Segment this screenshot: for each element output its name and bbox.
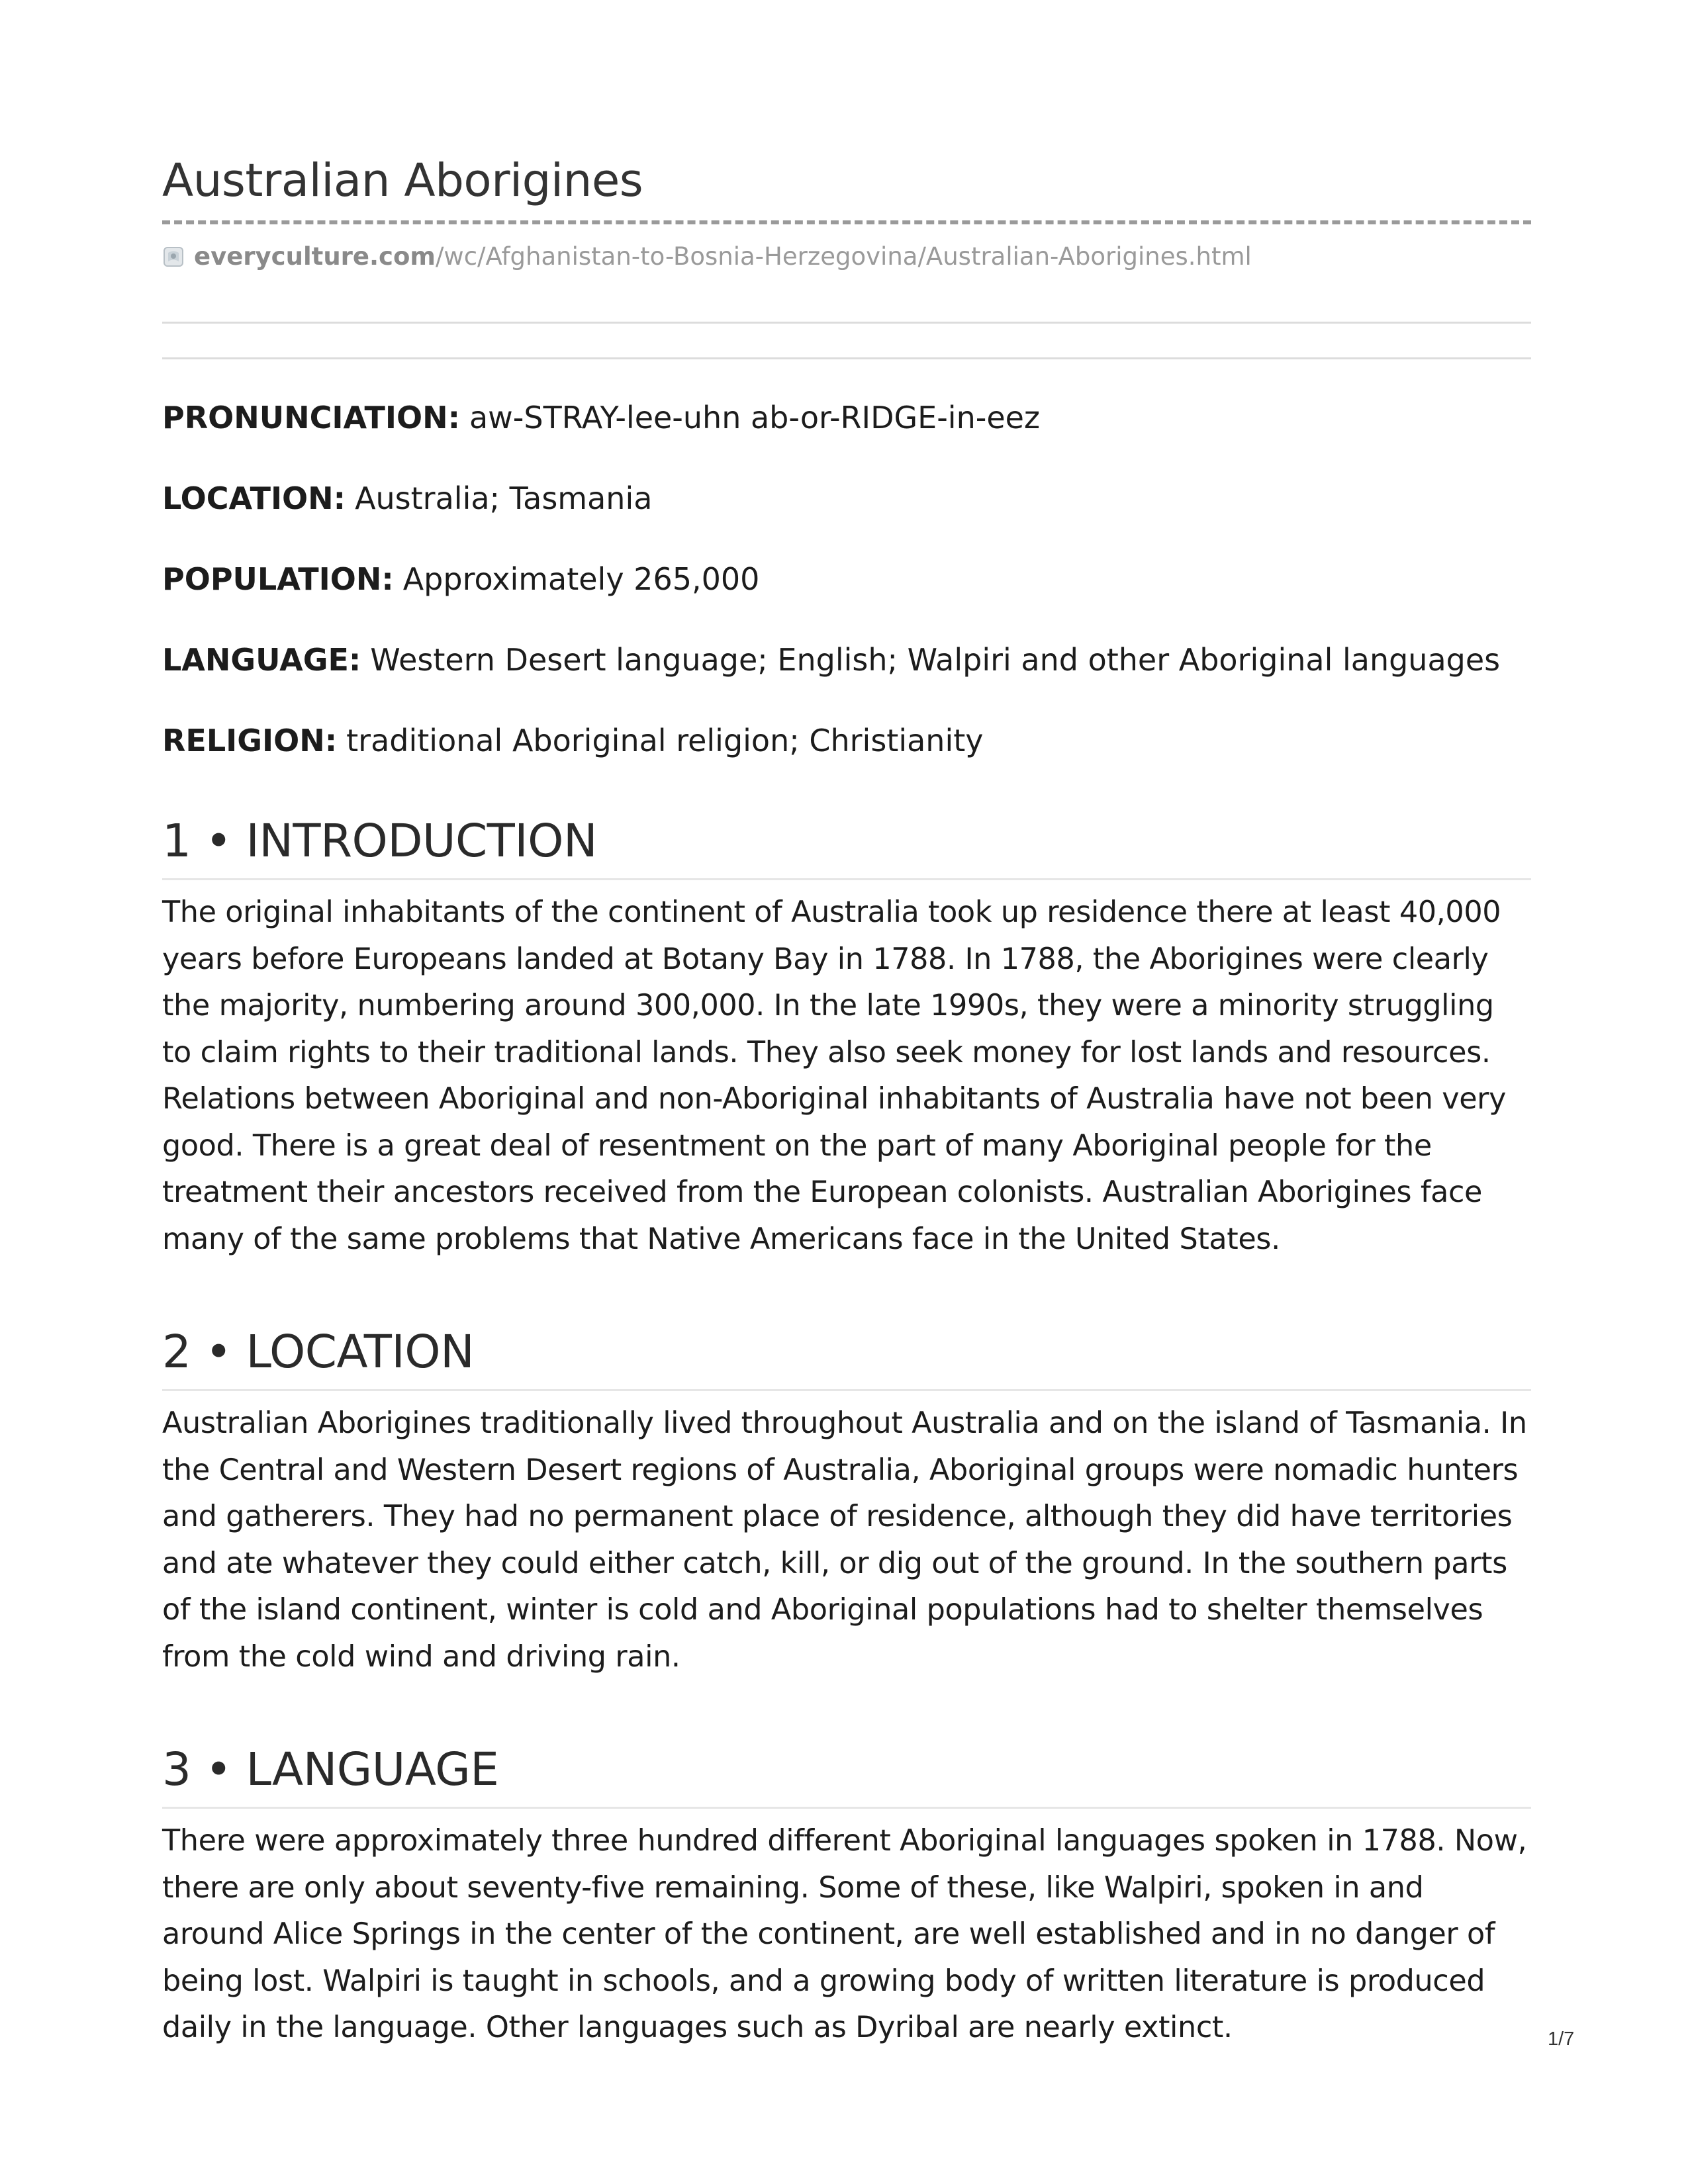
section-location <box>162 1322 1531 1680</box>
header-divider-bottom <box>162 357 1531 359</box>
fact-population <box>162 559 1531 600</box>
fact-label: PRONUNCIATION: <box>162 400 460 435</box>
source-link[interactable] <box>162 240 1252 273</box>
facts-list <box>162 397 1531 801</box>
site-favicon-icon <box>162 244 185 266</box>
section-heading: 1 • INTRODUCTION <box>162 811 1531 880</box>
fact-label: RELIGION: <box>162 723 338 758</box>
source-domain: everyculture.com <box>194 242 436 271</box>
fact-value: Australia; Tasmania <box>355 480 653 516</box>
section-heading: 2 • LOCATION <box>162 1322 1531 1391</box>
page-title: Australian Aborigines <box>162 154 643 207</box>
fact-value: traditional Aboriginal religion; Christianity <box>346 723 984 758</box>
fact-location <box>162 478 1531 519</box>
fact-label: POPULATION: <box>162 561 394 597</box>
fact-value: aw-STRAY-lee-uhn ab-or-RIDGE-in-eez <box>469 400 1041 435</box>
source-path: /wc/Afghanistan-to-Bosnia-Herzegovina/Australian-Aborigines.html <box>435 242 1252 271</box>
section-body: Australian Aborigines traditionally lived throughout Australia and on the island of Tasmania. In the Central and Western Desert regions of Australia, Aboriginal groups were nomadic hunters and gatherers. They had no permanent place of residence, although they did have territories and ate whatever they could either catch, kill, or dig out of the ground. In the southern parts of the island continent, winter is cold and Aboriginal populations had to shelter themselves from the cold wind and driving rain. <box>162 1406 1527 1674</box>
fact-label: LANGUAGE: <box>162 642 361 678</box>
fact-value: Western Desert language; English; Walpiri and other Aboriginal languages <box>370 642 1501 678</box>
section-body: The original inhabitants of the continent of Australia took up residence there at least 40,000 years before Europeans landed at Botany Bay in 1788. In 1788, the Aborigines were clearly the majority, numbering around 300,000. In the late 1990s, they were a minority struggling to claim rights to their traditional lands. They also seek money for lost lands and resources. Relations between Aboriginal and non-Aboriginal inhabitants of Australia have not been very good. There is a great deal of resentment on the part of many Aboriginal people for the treatment their ancestors received from the European colonists. Australian Aborigines face many of the same problems that Native Americans face in the United States. <box>162 895 1507 1256</box>
section-introduction <box>162 811 1531 1263</box>
header-divider-top <box>162 322 1531 324</box>
fact-language <box>162 639 1531 680</box>
section-heading: 3 • LANGUAGE <box>162 1739 1531 1809</box>
page-number: 1/7 <box>1548 2028 1575 2050</box>
fact-religion <box>162 720 1531 761</box>
fact-value: Approximately 265,000 <box>402 561 760 597</box>
fact-pronunciation <box>162 397 1531 438</box>
section-language <box>162 1739 1531 2052</box>
section-body: There were approximately three hundred different Aboriginal languages spoken in 1788. Now, there are only about seventy-five remaining. Some of these, like Walpiri, spoken in and around Alice Springs in the center of the continent, are well established and in no danger of being lost. Walpiri is taught in schools, and a growing body of written literature is produced daily in the language. Other languages such as Dyribal are nearly extinct. <box>162 1824 1527 2044</box>
title-divider <box>162 220 1531 224</box>
fact-label: LOCATION: <box>162 480 346 516</box>
